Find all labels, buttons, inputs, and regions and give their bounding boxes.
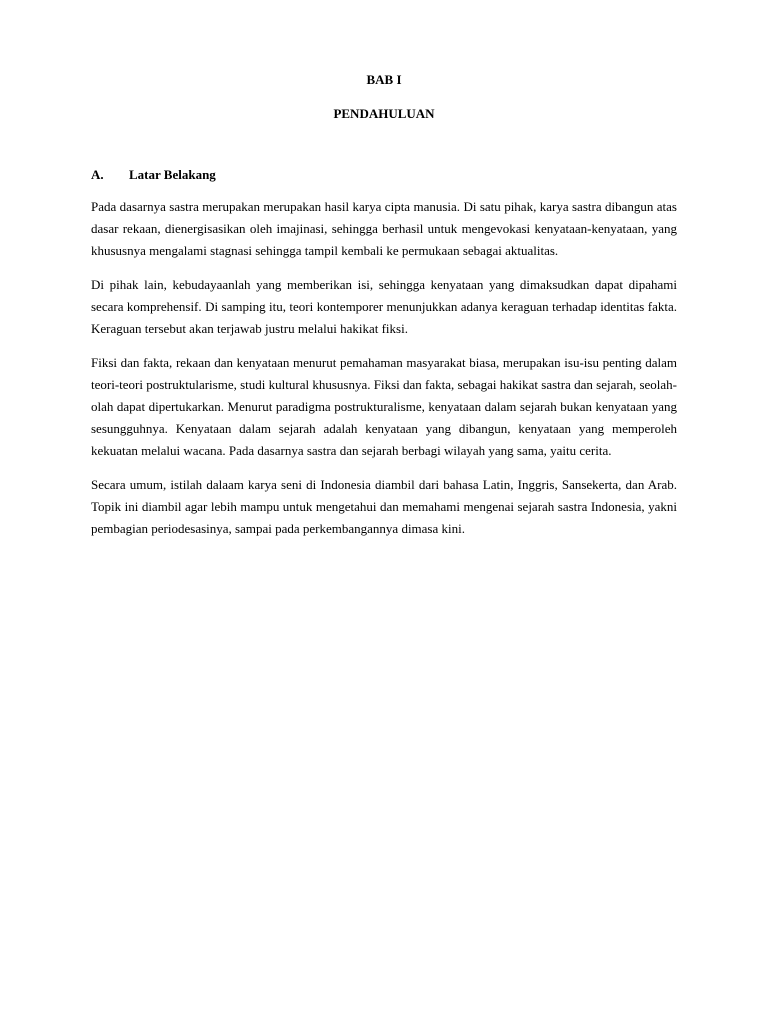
section-title: Latar Belakang [129, 167, 216, 182]
paragraph: Pada dasarnya sastra merupakan merupakan hasil karya cipta manusia. Di satu pihak, karya sastra dibangun atas dasar rekaan, dienergisasikan oleh imajinasi, sehingga berhasil untuk mengevokasi kenyataan-kenyataan, yang khususnya mengalami stagnasi sehingga tampil kembali ke permukaan sebagai aktualitas. [91, 199, 677, 258]
paragraph: Secara umum, istilah dalaam karya seni di Indonesia diambil dari bahasa Latin, Inggris, Sansekerta, dan Arab. Topik ini diambil agar lebih mampu untuk mengetahui dan memahami mengenai sejarah sastra Indonesia, yakni pembagian periodesasinya, sampai pada perkembangannya dimasa kini. [91, 477, 677, 536]
paragraph: Fiksi dan fakta, rekaan dan kenyataan menurut pemahaman masyarakat biasa, merupakan isu-isu penting dalam teori-teori postruktularisme, studi kultural khususnya. Fiksi dan fakta, sebagai hakikat sastra dan sejarah, seolah-olah dapat dipertukarkan. Menurut paradigma postrukturalisme, kenyataan dalam sejarah bukan kenyataan yang sesungguhnya. Kenyataan dalam sejarah adalah kenyataan yang dibangun, kenyataan yang memperoleh kekuatan melalui wacana. Pada dasarnya sastra dan sejarah berbagi wilayah yang sama, yaitu cerita. [91, 355, 677, 458]
chapter-title: PENDAHULUAN [333, 106, 435, 121]
body-text [91, 196, 677, 552]
paragraph: Di pihak lain, kebudayaanlah yang memberikan isi, sehingga kenyataan yang dimaksudkan dapat dipahami secara komprehensif. Di samping itu, teori kontemporer menunjukkan adanya keraguan terhadap identitas fakta. Keraguan tersebut akan terjawab justru melalui hakikat fiksi. [91, 277, 677, 336]
section-letter: A. [91, 167, 104, 182]
chapter-number: BAB I [366, 72, 402, 87]
section-heading [91, 167, 216, 183]
